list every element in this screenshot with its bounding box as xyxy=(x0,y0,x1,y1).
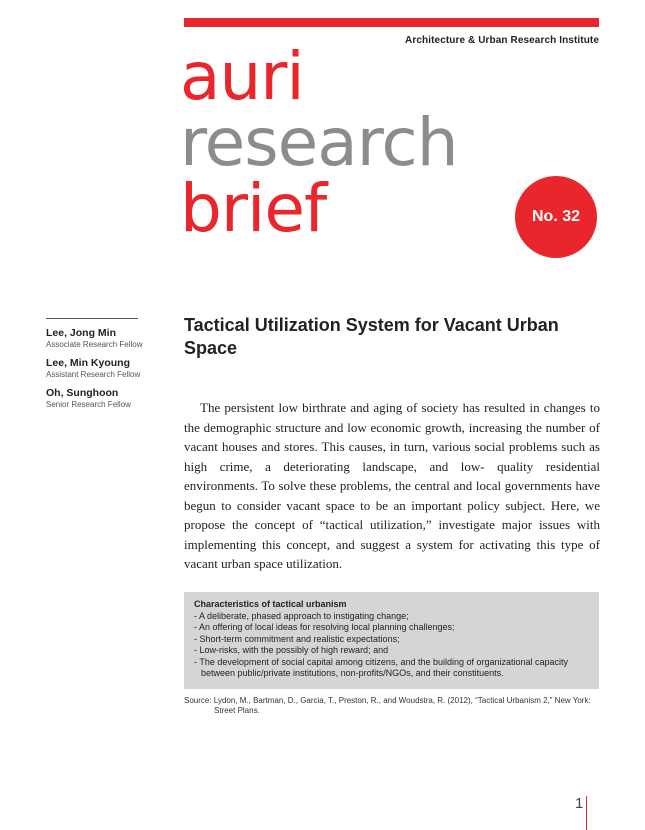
issue-badge xyxy=(515,176,597,258)
box-item: - A deliberate, phased approach to instigating change; xyxy=(194,610,409,621)
source-citation: Source: Lydon, M., Bartman, D., Garcia, T., Preston, R., and Woudstra, R. (2012), “Tactical Urbanism 2,” New York: Street Plans. xyxy=(184,696,591,715)
page-number-rule xyxy=(586,796,587,830)
author-divider xyxy=(46,318,138,319)
box-item: - Short-term commitment and realistic expectations; xyxy=(194,633,400,644)
author-name: Lee, Jong Min xyxy=(46,327,117,339)
brand-word-auri: auri xyxy=(180,38,304,115)
article-title: Tactical Utilization System for Vacant Urban Space xyxy=(184,315,559,358)
author-role: Associate Research Fellow xyxy=(46,340,143,349)
box-item: - An offering of local ideas for resolving local planning challenges; xyxy=(194,622,455,632)
author-role: Assistant Research Fellow xyxy=(46,370,141,379)
tactical-urbanism-box xyxy=(184,592,599,689)
abstract-paragraph: The persistent low birthrate and aging of society has resulted in changes to the demographic structure and low economic growth, increasing the number of vacant houses and stores. This causes, in turn, various social problems such as high crime, a deteriorating landscape, and low- quality residential environments. To solve these problems, the central and local governments have begun to consider vacant space to be an important policy subject. Here, we propose the concept of “tactical utilization,” investigate major issues with implementing this concept, and suggest a system for activating this type of vacant urban space utilization. xyxy=(184,400,600,571)
author-list xyxy=(46,318,176,417)
author-item xyxy=(46,387,176,410)
header-rule xyxy=(184,18,599,27)
author-name: Lee, Min Kyoung xyxy=(46,357,130,369)
brand-logo xyxy=(180,38,458,247)
box-item: - The development of social capital among citizens, and the building of organizational capacity xyxy=(194,656,569,667)
brand-word-research: research xyxy=(180,104,458,181)
box-item: - Low-risks, with the possibly of high reward; and xyxy=(194,645,389,655)
box-item-continuation: between public/private institutions, non-profits/NGOs, and their constituents. xyxy=(201,668,504,678)
box-heading: Characteristics of tactical urbanism xyxy=(194,599,347,609)
brand-word-brief: brief xyxy=(180,170,327,247)
author-item xyxy=(46,327,176,350)
institute-name: Architecture & Urban Research Institute xyxy=(405,35,599,46)
author-role: Senior Research Fellow xyxy=(46,400,131,409)
author-item xyxy=(46,357,176,380)
issue-number: No. 32 xyxy=(531,208,580,225)
author-name: Oh, Sunghoon xyxy=(46,387,119,399)
page-number: 1 xyxy=(575,795,584,812)
